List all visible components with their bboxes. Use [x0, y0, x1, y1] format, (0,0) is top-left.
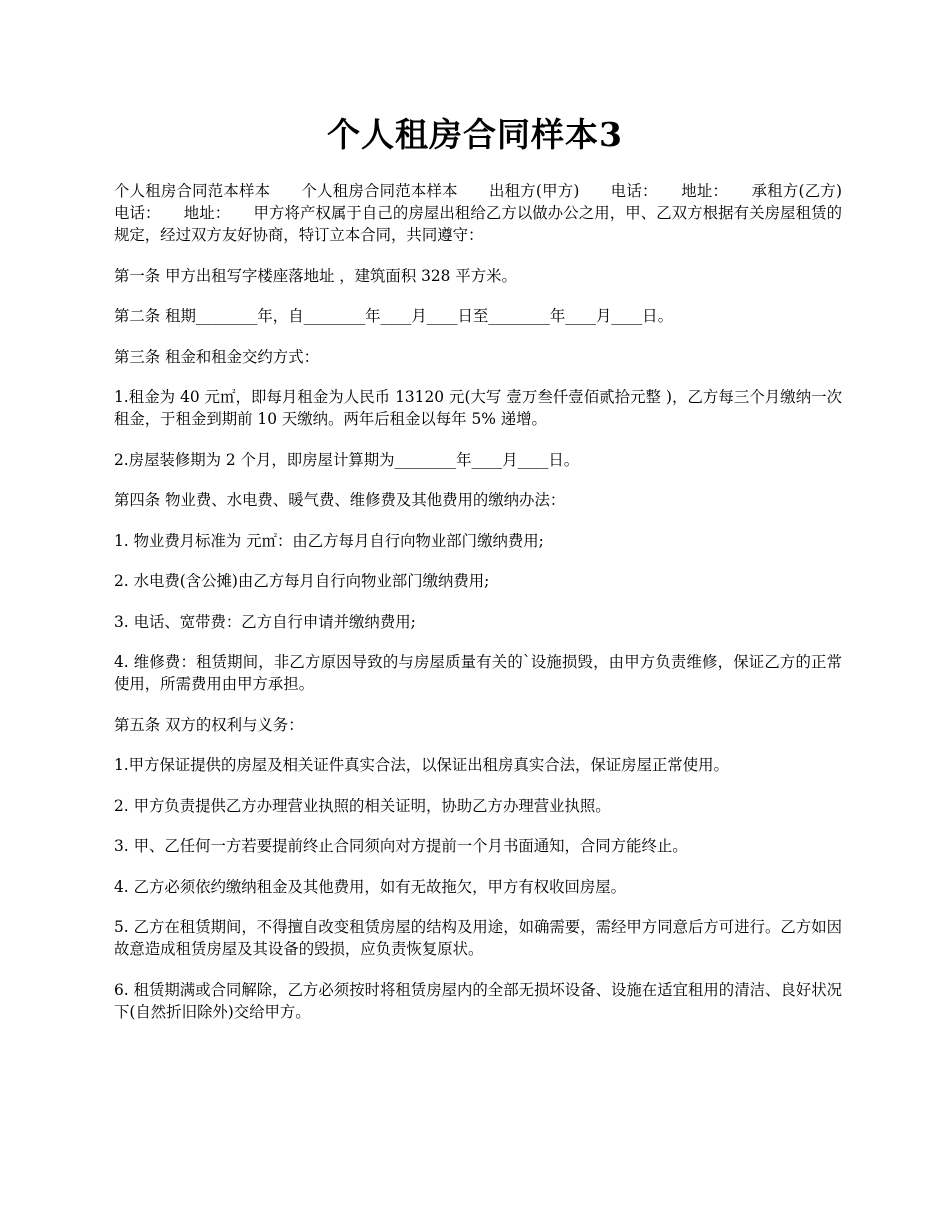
article-4-item-1: 1. 物业费月标准为 元㎡：由乙方每月自行向物业部门缴纳费用; — [114, 531, 544, 550]
article-1: 第一条 甲方出租写字楼座落地址 ，建筑面积 328 平方米。 — [114, 266, 517, 285]
document-body — [114, 180, 873, 1041]
article-5-item-4: 4. 乙方必须依约缴纳租金及其他费用，如有无故拖欠，甲方有权收回房屋。 — [114, 877, 627, 896]
article-5-heading: 第五条 双方的权利与义务： — [114, 715, 304, 734]
article-3-item-1: 1.租金为 40 元㎡，即每月租金为人民币 13120 元(大写 壹万叁仟壹佰贰拾元整 )，乙方每三个月缴纳一次租金，于租金到期前 10 天缴纳。两年后租金以每年 5% 递增。 — [114, 388, 842, 428]
article-2: 第二条 租期________年，自________年____月____日至________年____月____日。 — [114, 307, 673, 325]
article-3-heading: 第三条 租金和租金交约方式： — [114, 347, 319, 366]
article-5-item-6: 6. 租赁期满或合同解除，乙方必须按时将租赁房屋内的全部无损坏设备、设施在适宜租用的清洁、良好状况下(自然折旧除外)交给甲方。 — [114, 980, 842, 1021]
article-5-item-5: 5. 乙方在租赁期间，不得擅自改变租赁房屋的结构及用途，如确需要，需经甲方同意后方可进行。乙方如因故意造成租赁房屋及其设备的毁损，应负责恢复原状。 — [114, 918, 842, 958]
article-4-item-2: 2. 水电费(含公摊)由乙方每月自行向物业部门缴纳费用; — [114, 572, 490, 590]
article-4-item-3: 3. 电话、宽带费：乙方自行申请并缴纳费用; — [114, 612, 416, 631]
article-5-item-2: 2. 甲方负责提供乙方办理营业执照的相关证明，协助乙方办理营业执照。 — [114, 796, 611, 815]
intro-paragraph: 个人租房合同范本样本 个人租房合同范本样本 出租方(甲方) 电话： 地址： 承租方(乙方) 电话： 地址： 甲方将产权属于自己的房屋出租给乙方以做办公之用，甲、乙双方根据有关房屋租赁的规定，经过双方友好协商，特订立本合同，共同遵守： — [114, 182, 873, 244]
document-title: 个人租房合同样本3 — [327, 115, 623, 154]
article-4-heading: 第四条 物业费、水电费、暖气费、维修费及其他费用的缴纳办法： — [114, 491, 566, 509]
article-5-item-1: 1.甲方保证提供的房屋及相关证件真实合法，以保证出租房真实合法，保证房屋正常使用。 — [114, 756, 729, 774]
article-3-item-2: 2.房屋装修期为 2 个月，即房屋计算期为________年____月____日。 — [114, 450, 580, 469]
article-4-item-4: 4. 维修费：租赁期间，非乙方原因导致的与房屋质量有关的`设施损毁，由甲方负责维修，保证乙方的正常使用，所需费用由甲方承担。 — [114, 653, 842, 693]
article-5-item-3: 3. 甲、乙任何一方若要提前终止合同须向对方提前一个月书面通知，合同方能终止。 — [114, 837, 688, 855]
